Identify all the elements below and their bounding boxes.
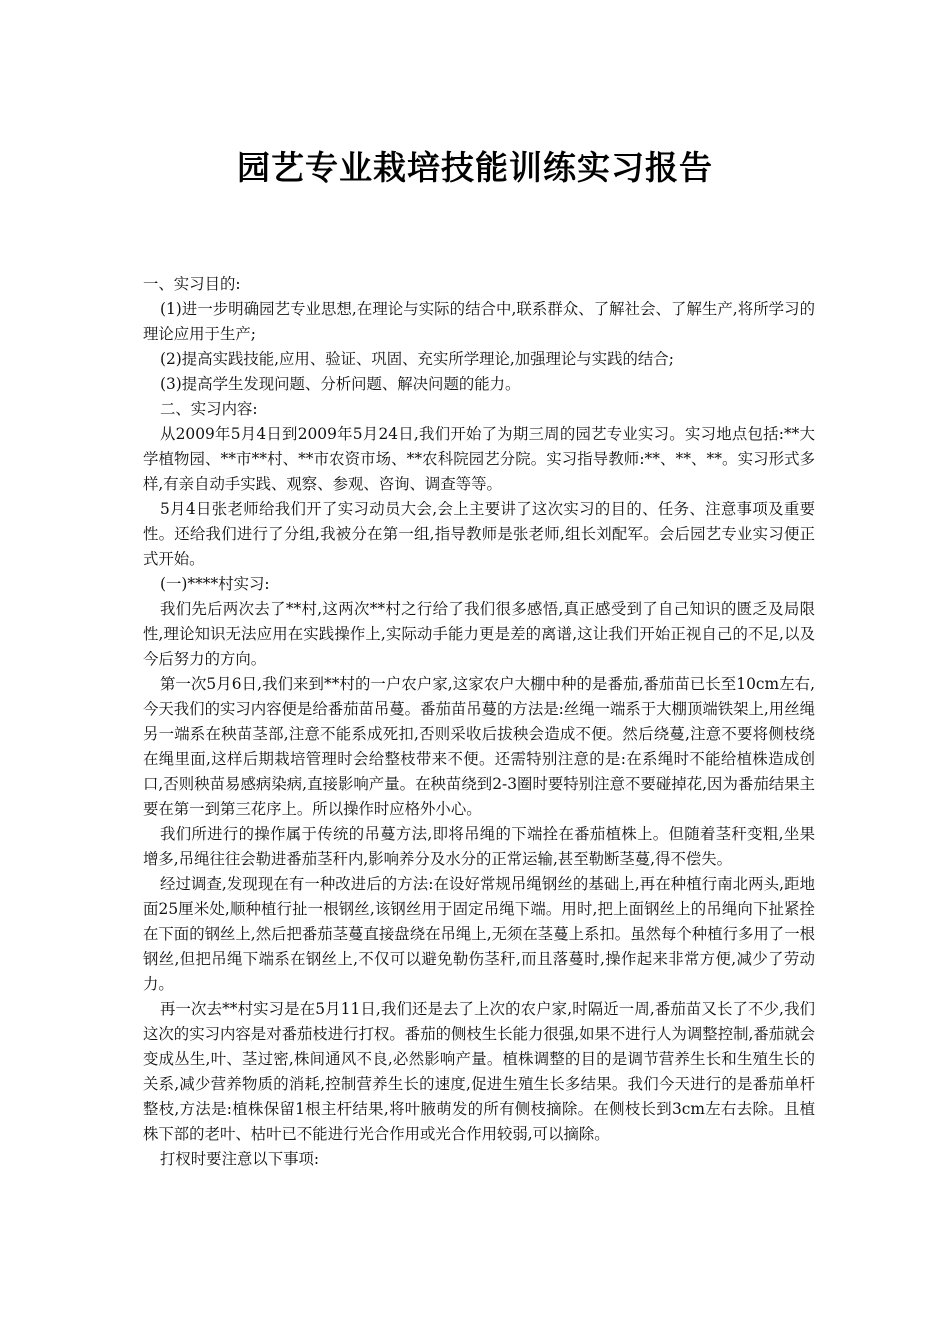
subsection-heading-village: (一)****村实习:	[160, 575, 270, 593]
body-paragraph: 再一次去**村实习是在5月11日,我们还是去了上次的农户家,时隔近一周,番茄苗又长了不少,我们这次的实习内容是对番茄枝进行打杈。番茄的侧枝生长能力很强,如果不进行人为调整控制,番茄就会变成丛生,叶、茎过密,株间通风不良,必然影响产量。植株调整的目的是调节营养生长和生殖生长的关系,减少营养物质的消耗,控制营养生长的速度,促进生殖生长多结果。我们今天进行的是番茄单杆整枝,方法是:植株保留1根主杆结果,将叶腋萌发的所有侧枝摘除。在侧枝长到3cm左右去除。且植株下部的老叶、枯叶已不能进行光合作用或光合作用较弱,可以摘除。	[143, 1000, 815, 1143]
purpose-item-1: (1)进一步明确园艺专业思想,在理论与实际的结合中,联系群众、了解社会、了解生产,将所学习的理论应用于生产;	[143, 300, 815, 343]
section-heading-content: 二、实习内容:	[160, 400, 258, 418]
body-paragraph: 从2009年5月4日到2009年5月24日,我们开始了为期三周的园艺专业实习。实习地点包括:**大学植物园、**市**村、**市农资市场、**农科院园艺分院。实习指导教师:**、**、**。实习形式多样,有亲自动手实践、观察、参观、咨询、调查等等。	[143, 425, 815, 493]
document-body	[143, 272, 815, 1172]
body-paragraph: 第一次5月6日,我们来到**村的一户农户家,这家农户大棚中种的是番茄,番茄苗已长至10cm左右,今天我们的实习内容便是给番茄苗吊蔓。番茄苗吊蔓的方法是:丝绳一端系于大棚顶端铁架上,用丝绳另一端系在秧苗茎部,注意不能系成死扣,否则采收后拔秧会造成不便。然后绕蔓,注意不要将侧枝绕在绳里面,这样后期栽培管理时会给整枝带来不便。还需特别注意的是:在系绳时不能给植株造成创口,否则秧苗易感病染病,直接影响产量。在秧苗绕到2-3圈时要特别注意不要碰掉花,因为番茄结果主要在第一到第三花序上。所以操作时应格外小心。	[143, 675, 815, 818]
body-paragraph: 我们所进行的操作属于传统的吊蔓方法,即将吊绳的下端拴在番茄植株上。但随着茎秆变粗,坐果增多,吊绳往往会勒进番茄茎秆内,影响养分及水分的正常运输,甚至勒断茎蔓,得不偿失。	[143, 825, 815, 868]
purpose-item-3: (3)提高学生发现问题、分析问题、解决问题的能力。	[160, 375, 521, 393]
body-paragraph: 我们先后两次去了**村,这两次**村之行给了我们很多感悟,真正感受到了自己知识的匮乏及局限性,理论知识无法应用在实践操作上,实际动手能力更是差的离谱,这让我们开始正视自己的不足,以及今后努力的方向。	[143, 600, 815, 668]
body-paragraph: 打杈时要注意以下事项:	[160, 1150, 320, 1168]
section-heading-purpose: 一、实习目的:	[143, 275, 241, 293]
body-paragraph: 5月4日张老师给我们开了实习动员大会,会上主要讲了这次实习的目的、任务、注意事项及重要性。还给我们进行了分组,我被分在第一组,指导教师是张老师,组长刘配军。会后园艺专业实习便正式开始。	[143, 500, 815, 568]
purpose-item-2: (2)提高实践技能,应用、验证、巩固、充实所学理论,加强理论与实践的结合;	[160, 350, 674, 368]
document-title: 园艺专业栽培技能训练实习报告	[237, 148, 713, 187]
body-paragraph: 经过调查,发现现在有一种改进后的方法:在设好常规吊绳钢丝的基础上,再在种植行南北两头,距地面25厘米处,顺种植行扯一根钢丝,该钢丝用于固定吊绳下端。用时,把上面钢丝上的吊绳向下扯紧拴在下面的钢丝上,然后把番茄茎蔓直接盘绕在吊绳上,无须在茎蔓上系扣。虽然每个种植行多用了一根钢丝,但把吊绳下端系在钢丝上,不仅可以避免勒伤茎秆,而且落蔓时,操作起来非常方便,减少了劳动力。	[143, 875, 815, 993]
